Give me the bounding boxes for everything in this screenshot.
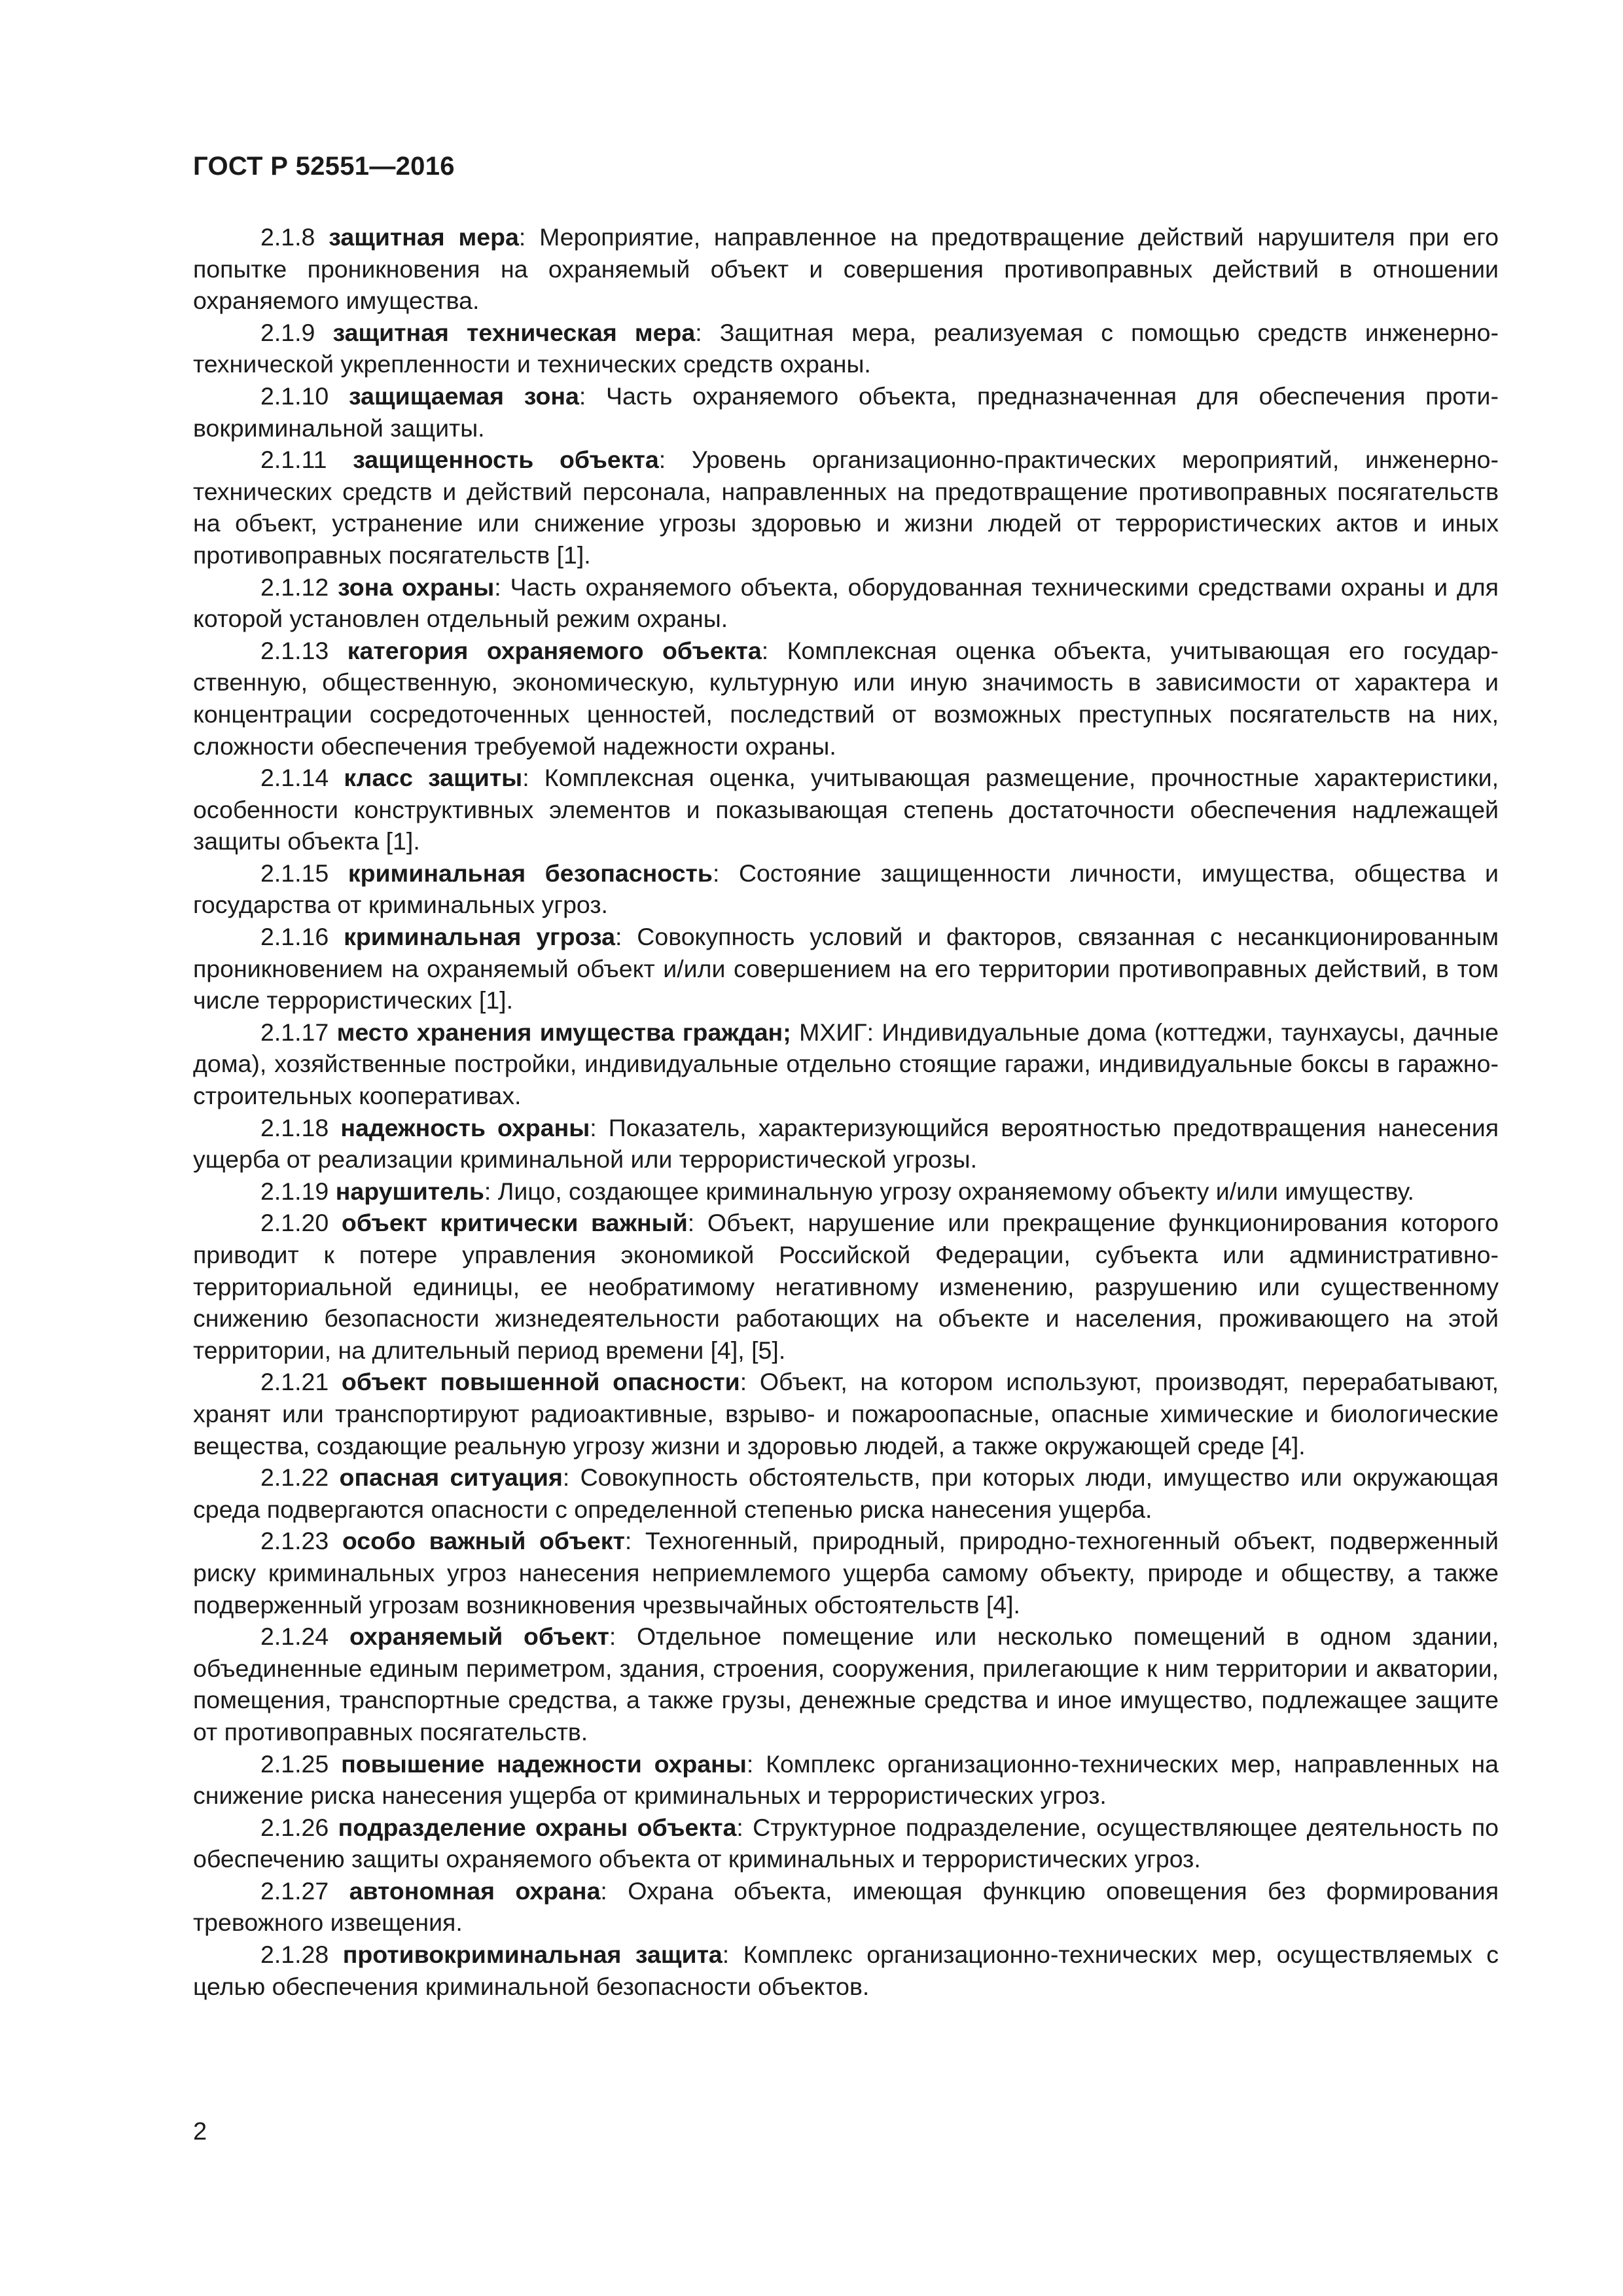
term-number: 2.1.18 [260, 1113, 329, 1141]
term-separator: : [518, 223, 540, 251]
term-number: 2.1.17 [260, 1018, 329, 1046]
term-name: надежность охраны [340, 1113, 590, 1141]
term-name: объект повышенной опасности [341, 1368, 740, 1396]
term-name: опасная ситуация [339, 1463, 563, 1492]
term-name: защищаемая зона [349, 382, 579, 410]
term-definition: Совокупность обстоятельств, при которых люди, имущество или окружающая среда подвергаются опасности с определенной степенью риска нанесения ущерба. [193, 1463, 1499, 1523]
term-definition: Техногенный, природный, природно-техногенный объект, подверженный риску криминальных угроз нанесения неприемлемого ущерба самому объекту, природе и обществу, а также подверженный угрозам возникновения чрезвычайных обстоятельств [4]. [193, 1527, 1499, 1619]
term-2-1-18 [193, 1112, 1499, 1175]
term-definition: Уровень организационно-практических мероприятий, инженерно-технических средств и действий персонала, направленных на предотвращение противоправных посягательств на объект, устранение или снижение угрозы здоровью и жизни людей от террористических актов и иных противоправных посягательств [1]. [193, 446, 1499, 569]
term-2-1-26 [193, 1812, 1499, 1875]
term-name: зона охраны [338, 573, 495, 601]
term-number: 2.1.12 [260, 573, 329, 601]
term-separator: : [484, 1177, 498, 1205]
term-number: 2.1.20 [260, 1209, 329, 1237]
term-name: противокриминальная защита [342, 1941, 722, 1969]
term-name: класс защиты [344, 764, 523, 792]
term-name: подразделение охраны объекта [338, 1813, 737, 1841]
term-separator: : [579, 382, 607, 410]
term-separator: : [494, 573, 510, 601]
term-2-1-24 [193, 1621, 1499, 1748]
term-definition: Показатель, характеризующийся вероятностью предотвращения нанесения ущерба от реализации криминальной или террористической угрозы. [193, 1113, 1499, 1174]
term-2-1-25 [193, 1748, 1499, 1812]
term-name: автономная охрана [349, 1876, 601, 1905]
term-2-1-9 [193, 317, 1499, 380]
term-name: объект критически важный [341, 1209, 688, 1237]
term-number: 2.1.22 [260, 1463, 329, 1492]
term-definition: Комплекс организационно-технических мер, осуществляемых с целью обеспечения криминальной безопасности объектов. [193, 1941, 1499, 2000]
term-2-1-27 [193, 1875, 1499, 1939]
term-2-1-23 [193, 1525, 1499, 1621]
term-2-1-8 [193, 221, 1499, 317]
term-number: 2.1.28 [260, 1941, 329, 1969]
term-2-1-11 [193, 444, 1499, 571]
term-number: 2.1.11 [260, 446, 327, 474]
term-separator: : [687, 1209, 707, 1237]
term-name: криминальная угроза [344, 923, 616, 951]
term-number: 2.1.9 [260, 318, 315, 346]
term-separator: : [722, 1941, 743, 1969]
term-number: 2.1.24 [260, 1623, 329, 1651]
term-separator: : [746, 1749, 766, 1778]
term-number: 2.1.27 [260, 1876, 329, 1905]
term-separator: : [658, 446, 692, 474]
term-separator: : [712, 859, 739, 887]
term-number: 2.1.19 [260, 1177, 329, 1205]
page-number: 2 [193, 2118, 207, 2145]
term-number: 2.1.26 [260, 1813, 329, 1841]
term-name: защищенность объекта [353, 446, 659, 474]
term-number: 2.1.10 [260, 382, 329, 410]
term-definition: Охрана объекта, имеющая функцию оповещения без формирования тревожного извещения. [193, 1876, 1499, 1937]
term-name: защитная техническая мера [332, 318, 696, 346]
term-2-1-20 [193, 1207, 1499, 1366]
term-name: категория охраняемого объекта [347, 636, 762, 664]
term-separator: : [562, 1463, 580, 1492]
term-separator: : [600, 1876, 628, 1905]
term-definition: Объект, нарушение или прекращение функционирования которого приводит к потере управления экономикой Российской Федерации, субъекта или административно-территориальной единицы, ее необратимому негативному изменению, разрушению или существенному снижению безопасности жизнедеятельности работающих на объекте и населения, проживающего на этой территории, на длительный период времени [4], [5]. [193, 1209, 1499, 1364]
term-2-1-10 [193, 380, 1499, 444]
term-separator: : [609, 1623, 637, 1651]
term-separator: : [695, 318, 720, 346]
term-separator: : [624, 1527, 645, 1555]
term-definition: Часть охраняемого объекта, оборудованная техническими средствами охраны и для которой установлен отдельный режим охраны. [193, 573, 1499, 633]
term-number: 2.1.16 [260, 923, 329, 951]
term-2-1-15 [193, 857, 1499, 921]
term-separator: : [740, 1368, 760, 1396]
term-number: 2.1.8 [260, 223, 315, 251]
term-2-1-28 [193, 1939, 1499, 2002]
term-name: особо важный объект [342, 1527, 625, 1555]
term-definition: Комплексная оценка, учитывающая размещение, прочностные характеристики, особенности конструктивных элементов и показывающая степень достаточности обеспечения надлежащей защиты объекта [1]. [193, 764, 1499, 855]
term-2-1-21 [193, 1366, 1499, 1462]
document-header: ГОСТ Р 52551—2016 [193, 152, 455, 181]
term-name: криминальная безопасность [348, 859, 713, 887]
term-definition: Защитная мера, реализуемая с помощью средств инженерно-технической укрепленности и технических средств охраны. [193, 318, 1499, 378]
term-name: нарушитель [335, 1177, 484, 1205]
term-2-1-17 [193, 1016, 1499, 1112]
term-name: защитная мера [329, 223, 519, 251]
term-separator: : [590, 1113, 609, 1141]
term-definition: Часть охраняемого объекта, предназначенная для обеспечения противокриминальной защиты. [193, 382, 1499, 442]
term-number: 2.1.25 [260, 1749, 329, 1778]
term-separator [791, 1018, 799, 1046]
term-definition: Комплекс организационно-технических мер, направленных на снижение риска нанесения ущерба от криминальных и террористических угроз. [193, 1749, 1499, 1810]
term-definition: Мероприятие, направленное на предотвращение действий нарушителя при его попытке проникновения на охраняемый объект и совершения противоправных действий в отношении охраняемого имущества. [193, 223, 1499, 315]
term-separator: : [736, 1813, 753, 1841]
term-definition: Объект, на котором используют, производят, перерабатывают, хранят или транспортируют радиоактивные, взрыво- и пожароопасные, опасные химические и биологические вещества, создающие реальную угрозу жизни и здоровью людей, а также окружающей среде [4]. [193, 1368, 1499, 1460]
term-number: 2.1.21 [260, 1368, 329, 1396]
term-name: повышение надежности охраны [341, 1749, 747, 1778]
term-name: место хранения имущества граждан; [336, 1018, 791, 1046]
term-2-1-14 [193, 762, 1499, 857]
term-definition: Комплексная оценка объекта, учитывающая его государственную, общественную, экономическую, культурную или иную значимость в зависимости от характера и концентрации сосредоточенных ценностей, последствий от возможных преступных посягательств на них, сложности обеспечения требуемой надежности охраны. [193, 636, 1499, 760]
term-2-1-19 [193, 1175, 1499, 1208]
term-2-1-12 [193, 571, 1499, 635]
terms-list [193, 221, 1499, 2002]
term-2-1-16 [193, 921, 1499, 1016]
term-number: 2.1.15 [260, 859, 329, 887]
term-definition: Состояние защищенности личности, имущества, общества и государства от криминальных угроз. [193, 859, 1499, 919]
term-separator: : [761, 636, 787, 664]
term-2-1-13 [193, 635, 1499, 762]
term-definition: Совокупность условий и факторов, связанная с несанкционированным проникновением на охраняемый объект и/или совершением на его территории противоправных действий, в том числе террористических [1]. [193, 923, 1499, 1014]
term-number: 2.1.14 [260, 764, 329, 792]
term-separator: : [615, 923, 637, 951]
term-definition: МХИГ: Индивидуальные дома (коттеджи, таунхаусы, дачные дома), хозяйственные постройки, индивидуальные отдельно стоящие гаражи, индивидуальные боксы в гаражно-строительных кооперативах. [193, 1018, 1499, 1110]
term-definition: Структурное подразделение, осуществляющее деятельность по обеспечению защиты охраняемого объекта от криминальных и террористических угроз. [193, 1813, 1499, 1873]
term-definition: Отдельное помещение или несколько помещений в одном здании, объединенные единым периметром, здания, строения, сооружения, прилегающие к ним территории и акватории, помещения, транспортные средства, а также грузы, денежные средства и иное имущество, подлежащее защите от противоправных посягательств. [193, 1623, 1499, 1746]
term-name: охраняемый объект [349, 1623, 609, 1651]
term-definition: Лицо, создающее криминальную угрозу охраняемому объекту и/или имуществу. [497, 1177, 1414, 1205]
term-number: 2.1.13 [260, 636, 329, 664]
term-2-1-22 [193, 1462, 1499, 1525]
term-number: 2.1.23 [260, 1527, 329, 1555]
term-separator: : [522, 764, 544, 792]
